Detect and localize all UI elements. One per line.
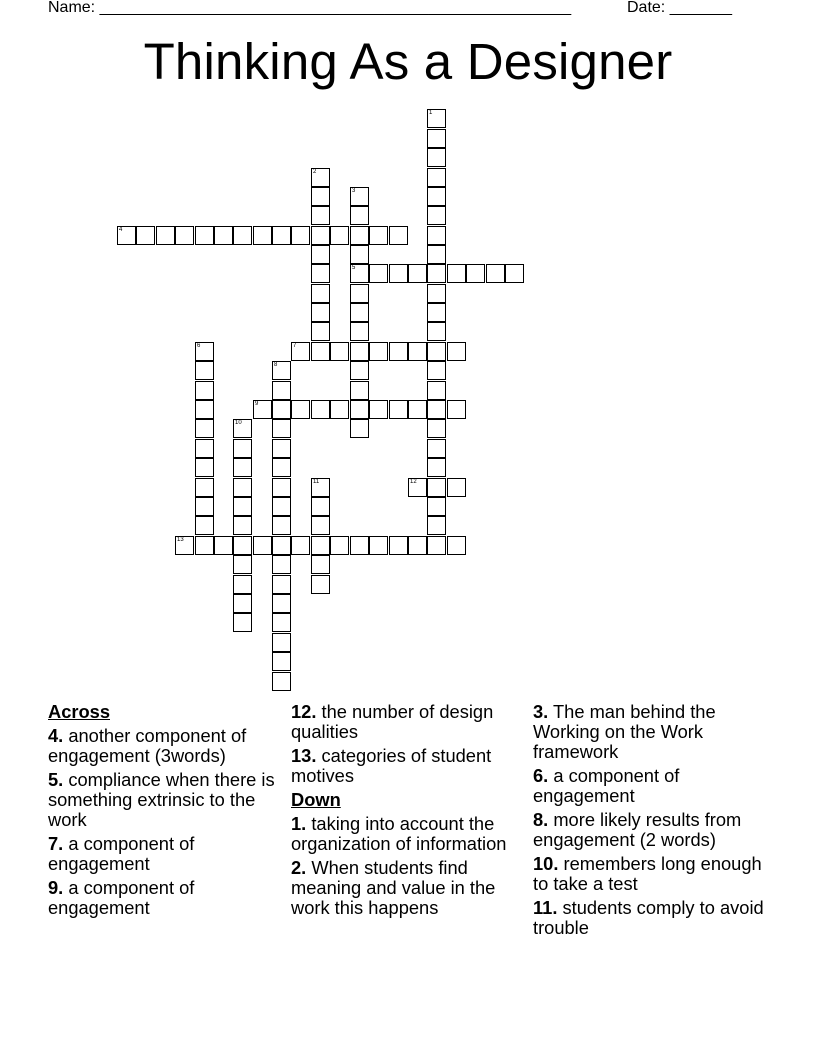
grid-cell[interactable] <box>427 245 446 264</box>
grid-cell[interactable] <box>195 400 214 419</box>
grid-cell[interactable] <box>427 342 446 361</box>
grid-cell[interactable] <box>427 458 446 477</box>
grid-cell[interactable] <box>195 439 214 458</box>
grid-cell[interactable] <box>447 342 466 361</box>
grid-cell[interactable] <box>427 536 446 555</box>
grid-cell[interactable] <box>272 381 291 400</box>
grid-cell[interactable] <box>311 187 330 206</box>
cell-number: 6 <box>197 343 201 349</box>
grid-cell[interactable] <box>272 458 291 477</box>
grid-cell[interactable] <box>195 419 214 438</box>
grid-cell[interactable] <box>272 497 291 516</box>
down-heading: Down <box>291 789 341 810</box>
grid-cell[interactable] <box>350 419 369 438</box>
clue-across-5: 5. compliance when there is something extrinsic to the work <box>48 769 275 830</box>
grid-cell[interactable] <box>311 284 330 303</box>
grid-cell[interactable] <box>311 206 330 225</box>
grid-cell[interactable] <box>505 264 524 283</box>
cell-number: 4 <box>119 227 123 233</box>
grid-cell[interactable] <box>330 536 349 555</box>
grid-cell[interactable] <box>311 226 330 245</box>
clue-down-3: 3. The man behind the Working on the Work framework <box>533 701 716 762</box>
grid-cell-6[interactable] <box>195 342 214 361</box>
clue-down-8: 8. more likely results from engagement (2 words) <box>533 809 742 850</box>
grid-cell[interactable] <box>272 652 291 671</box>
grid-cell[interactable] <box>330 342 349 361</box>
grid-cell[interactable] <box>350 245 369 264</box>
grid-cell[interactable] <box>233 575 252 594</box>
page-title: Thinking As a Designer <box>143 33 673 90</box>
grid-cell[interactable] <box>330 400 349 419</box>
grid-cell[interactable] <box>233 516 252 535</box>
grid-cell[interactable] <box>427 284 446 303</box>
grid-cell[interactable] <box>447 478 466 497</box>
grid-cell-4[interactable] <box>117 226 136 245</box>
grid-cell[interactable] <box>272 633 291 652</box>
cell-number: 5 <box>352 265 356 271</box>
grid-cell[interactable] <box>233 458 252 477</box>
cell-number: 1 <box>429 110 433 116</box>
grid-cell[interactable] <box>427 419 446 438</box>
clue-down-10: 10. remembers long enough to take a test <box>533 853 762 894</box>
grid-cell[interactable] <box>272 478 291 497</box>
grid-cell[interactable] <box>350 536 369 555</box>
grid-cell[interactable] <box>233 555 252 574</box>
cell-number: 3 <box>352 188 356 194</box>
grid-cell[interactable] <box>291 226 310 245</box>
grid-cell[interactable] <box>195 536 214 555</box>
grid-cell[interactable] <box>447 536 466 555</box>
clue-column-3 <box>533 702 769 942</box>
grid-cell[interactable] <box>427 187 446 206</box>
grid-cell[interactable] <box>350 206 369 225</box>
grid-cell[interactable] <box>389 264 408 283</box>
grid-cell[interactable] <box>311 322 330 341</box>
grid-cell[interactable] <box>389 342 408 361</box>
cell-number: 10 <box>235 420 242 426</box>
clue-down-1: 1. taking into account the organization of information <box>291 813 507 854</box>
clue-across-12: 12. the number of design qualities <box>291 701 494 742</box>
grid-cell[interactable] <box>156 226 175 245</box>
grid-cell[interactable] <box>272 672 291 691</box>
grid-cell[interactable] <box>427 439 446 458</box>
grid-cell-13[interactable] <box>175 536 194 555</box>
grid-cell[interactable] <box>350 342 369 361</box>
grid-cell[interactable] <box>447 400 466 419</box>
grid-cell[interactable] <box>214 536 233 555</box>
grid-cell[interactable] <box>291 400 310 419</box>
grid-cell[interactable] <box>350 284 369 303</box>
grid-cell[interactable] <box>272 575 291 594</box>
grid-cell-8[interactable] <box>272 361 291 380</box>
grid-cell[interactable] <box>369 536 388 555</box>
grid-cell[interactable] <box>272 439 291 458</box>
clue-down-11: 11. students comply to avoid trouble <box>533 897 764 938</box>
grid-cell[interactable] <box>195 361 214 380</box>
grid-cell[interactable] <box>427 206 446 225</box>
grid-cell[interactable] <box>233 226 252 245</box>
grid-cell[interactable] <box>389 226 408 245</box>
grid-cell[interactable] <box>427 226 446 245</box>
grid-cell[interactable] <box>350 400 369 419</box>
grid-cell[interactable] <box>195 226 214 245</box>
grid-cell[interactable] <box>272 555 291 574</box>
grid-cell[interactable] <box>233 478 252 497</box>
grid-cell[interactable] <box>350 361 369 380</box>
grid-cell[interactable] <box>389 400 408 419</box>
grid-cell-3[interactable] <box>350 187 369 206</box>
grid-cell[interactable] <box>272 516 291 535</box>
cell-number: 2 <box>313 169 317 175</box>
grid-cell[interactable] <box>175 226 194 245</box>
grid-cell[interactable] <box>350 322 369 341</box>
clue-across-7: 7. a component of engagement <box>48 833 195 874</box>
grid-cell[interactable] <box>369 342 388 361</box>
grid-cell[interactable] <box>408 536 427 555</box>
grid-cell[interactable] <box>427 516 446 535</box>
grid-cell[interactable] <box>195 478 214 497</box>
grid-cell[interactable] <box>427 129 446 148</box>
grid-cell[interactable] <box>195 381 214 400</box>
clue-across-9: 9. a component of engagement <box>48 877 195 918</box>
grid-cell[interactable] <box>311 264 330 283</box>
grid-cell[interactable] <box>311 536 330 555</box>
grid-cell[interactable] <box>253 536 272 555</box>
cell-number: 8 <box>274 362 278 368</box>
date-field: Date: _______ <box>627 0 732 16</box>
grid-cell[interactable] <box>427 322 446 341</box>
grid-cell[interactable] <box>350 381 369 400</box>
clue-across-4: 4. another component of engagement (3words) <box>48 725 247 766</box>
grid-cell[interactable] <box>408 342 427 361</box>
grid-cell[interactable] <box>195 497 214 516</box>
grid-cell[interactable] <box>389 536 408 555</box>
grid-cell[interactable] <box>427 478 446 497</box>
grid-cell[interactable] <box>233 439 252 458</box>
grid-cell[interactable] <box>195 458 214 477</box>
grid-cell[interactable] <box>253 226 272 245</box>
clue-down-6: 6. a component of engagement <box>533 765 680 806</box>
cell-number: 11 <box>313 479 320 485</box>
grid-cell-9[interactable] <box>253 400 272 419</box>
cell-number: 12 <box>410 479 417 485</box>
grid-cell-5[interactable] <box>350 264 369 283</box>
clue-column-2 <box>291 702 527 922</box>
grid-cell[interactable] <box>311 245 330 264</box>
grid-cell[interactable] <box>330 226 349 245</box>
grid-cell[interactable] <box>272 400 291 419</box>
grid-cell[interactable] <box>311 516 330 535</box>
grid-cell[interactable] <box>408 400 427 419</box>
grid-cell[interactable] <box>311 303 330 322</box>
grid-cell[interactable] <box>272 226 291 245</box>
cell-number: 9 <box>255 401 259 407</box>
grid-cell[interactable] <box>233 536 252 555</box>
grid-cell[interactable] <box>311 497 330 516</box>
grid-cell[interactable] <box>466 264 485 283</box>
grid-cell-7[interactable] <box>291 342 310 361</box>
grid-cell[interactable] <box>350 226 369 245</box>
grid-cell[interactable] <box>291 536 310 555</box>
grid-cell-11[interactable] <box>311 478 330 497</box>
grid-cell[interactable] <box>486 264 505 283</box>
grid-cell[interactable] <box>272 594 291 613</box>
grid-cell[interactable] <box>427 497 446 516</box>
grid-cell[interactable] <box>427 400 446 419</box>
grid-cell[interactable] <box>233 594 252 613</box>
grid-cell[interactable] <box>233 497 252 516</box>
grid-cell[interactable] <box>408 264 427 283</box>
grid-cell[interactable] <box>136 226 155 245</box>
grid-cell[interactable] <box>350 303 369 322</box>
name-field: Name: _____________________________________________________ <box>48 0 572 16</box>
grid-cell[interactable] <box>427 148 446 167</box>
grid-cell[interactable] <box>311 575 330 594</box>
grid-cell[interactable] <box>233 613 252 632</box>
cell-number: 13 <box>177 537 184 543</box>
grid-cell[interactable] <box>272 613 291 632</box>
grid-cell[interactable] <box>427 303 446 322</box>
grid-cell-12[interactable] <box>408 478 427 497</box>
grid-cell[interactable] <box>369 226 388 245</box>
grid-cell-2[interactable] <box>311 168 330 187</box>
grid-cell[interactable] <box>311 342 330 361</box>
grid-cell-10[interactable] <box>233 419 252 438</box>
grid-cell[interactable] <box>427 168 446 187</box>
clue-across-13: 13. categories of student motives <box>291 745 492 786</box>
grid-cell[interactable] <box>369 400 388 419</box>
grid-cell[interactable] <box>214 226 233 245</box>
grid-cell[interactable] <box>272 536 291 555</box>
grid-cell[interactable] <box>447 264 466 283</box>
grid-cell[interactable] <box>427 264 446 283</box>
grid-cell[interactable] <box>311 555 330 574</box>
across-heading: Across <box>48 701 110 722</box>
grid-cell[interactable] <box>427 361 446 380</box>
grid-cell[interactable] <box>427 381 446 400</box>
grid-cell[interactable] <box>311 400 330 419</box>
grid-cell[interactable] <box>195 516 214 535</box>
cell-number: 7 <box>293 343 297 349</box>
grid-cell-1[interactable] <box>427 109 446 128</box>
clue-down-2: 2. When students find meaning and value in the work this happens <box>291 857 496 918</box>
grid-cell[interactable] <box>272 419 291 438</box>
grid-cell[interactable] <box>369 264 388 283</box>
clue-column-1 <box>48 702 284 922</box>
